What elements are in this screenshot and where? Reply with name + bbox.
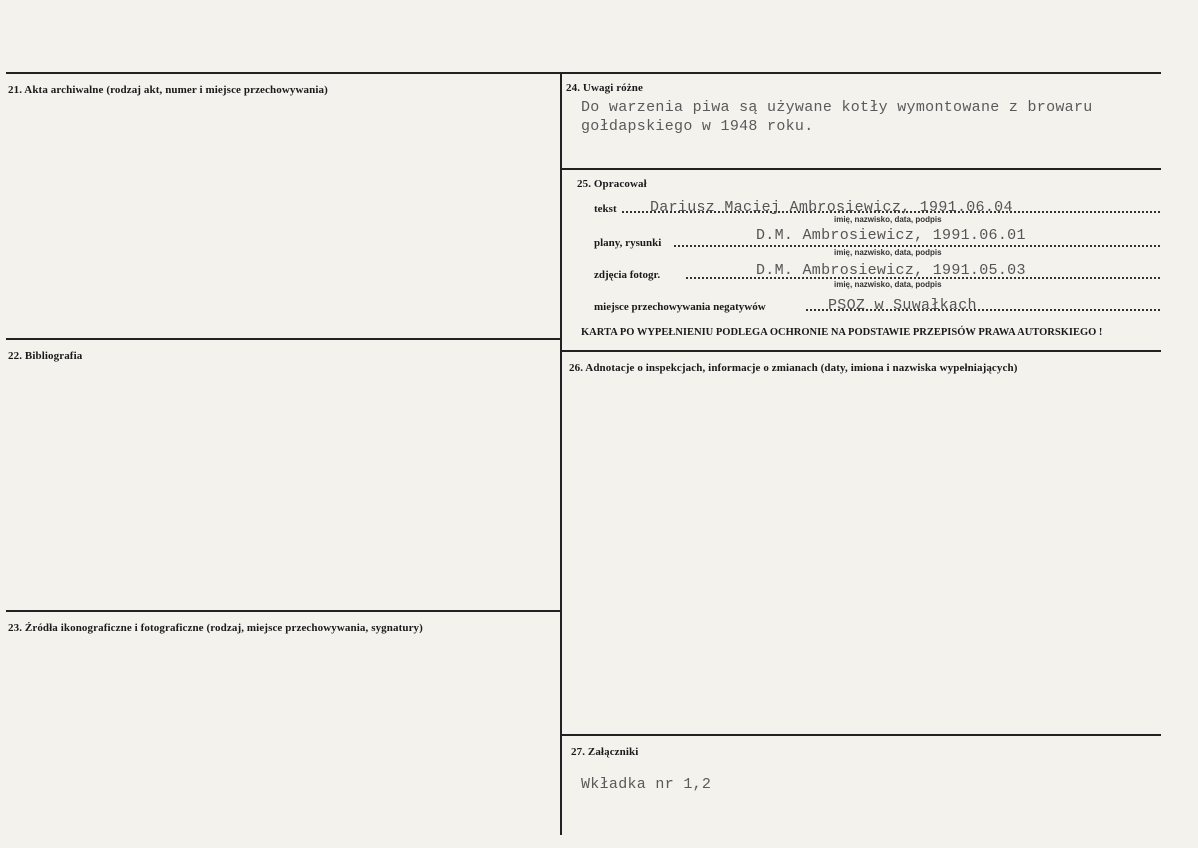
tekst-value: Dariusz Maciej Ambrosiewicz, 1991.06.04: [650, 199, 1013, 216]
dotted-line: [674, 245, 1160, 247]
row-tekst: [594, 201, 1160, 215]
section-27-label: 27. Załączniki: [571, 746, 639, 758]
plany-key: plany, rysunki: [594, 237, 662, 249]
rule-22-23: [6, 610, 561, 612]
negatywy-key: miejsce przechowywania negatywów: [594, 301, 766, 313]
section-22-label: 22. Bibliografia: [8, 350, 83, 362]
copyright-notice: KARTA PO WYPEŁNIENIU PODLEGA OCHRONIE NA PODSTAWIE PRZEPISÓW PRAWA AUTORSKIEGO !: [581, 327, 1103, 338]
section-24-label: 24. Uwagi różne: [566, 82, 643, 94]
section-27-value: Wkładka nr 1,2: [581, 776, 712, 793]
section-24-text-line2: gołdapskiego w 1948 roku.: [581, 118, 814, 135]
section-25-label: 25. Opracował: [577, 178, 647, 190]
section-26-label: 26. Adnotacje o inspekcjach, informacje o zmianach (daty, imiona i nazwiska wypełniających): [569, 362, 1018, 374]
center-divider: [560, 72, 562, 835]
rule-21-22: [6, 338, 561, 340]
row-zdjecia: [594, 262, 1160, 281]
section-23-label: 23. Źródła ikonograficzne i fotograficzne (rodzaj, miejsce przechowywania, sygnatury): [8, 622, 423, 634]
hint-plany: imię, nazwisko, data, podpis: [834, 248, 942, 257]
hint-zdjecia: imię, nazwisko, data, podpis: [834, 280, 942, 289]
row-negatywy: [594, 299, 1160, 313]
rule-25-26: [561, 350, 1161, 352]
section-24-text-line1: Do warzenia piwa są używane kotły wymontowane z browaru: [581, 99, 1093, 116]
negatywy-value: PSOZ w Suwałkach: [828, 297, 977, 314]
zdjecia-key: zdjęcia fotogr.: [594, 269, 661, 281]
tekst-key: tekst: [594, 203, 617, 215]
row-plany: [594, 227, 1160, 249]
top-rule: [6, 72, 1161, 74]
rule-26-27: [561, 734, 1161, 736]
zdjecia-value: D.M. Ambrosiewicz, 1991.05.03: [756, 262, 1026, 279]
hint-tekst: imię, nazwisko, data, podpis: [834, 215, 942, 224]
section-21-label: 21. Akta archiwalne (rodzaj akt, numer i miejsce przechowywania): [8, 84, 328, 96]
rule-24-25: [561, 168, 1161, 170]
plany-value: D.M. Ambrosiewicz, 1991.06.01: [756, 227, 1026, 244]
